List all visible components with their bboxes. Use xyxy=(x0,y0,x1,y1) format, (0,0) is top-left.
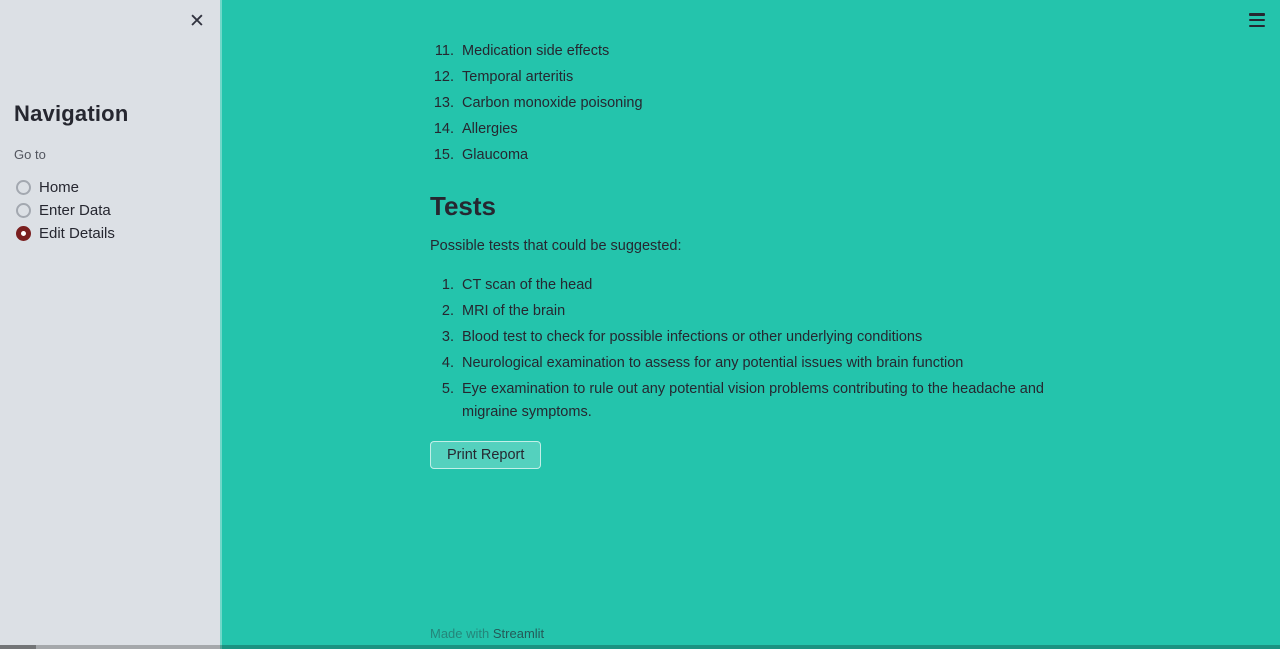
list-item: 12. Temporal arteritis xyxy=(458,66,1072,89)
made-with-text: Made with xyxy=(430,626,493,641)
radio-unselected-icon[interactable] xyxy=(16,203,31,218)
sidebar-radio-edit-details[interactable] xyxy=(16,223,206,243)
streamlit-link[interactable]: Streamlit xyxy=(492,626,545,641)
navigation-radio-group xyxy=(16,177,206,243)
horizontal-scrollbar-thumb[interactable] xyxy=(0,645,36,649)
tests-intro-text: Possible tests that could be suggested: xyxy=(430,238,682,254)
main-content xyxy=(220,0,1280,649)
tests-heading: Tests xyxy=(430,191,496,221)
list-item: 11. Medication side effects xyxy=(458,40,1072,63)
list-item: 14. Allergies xyxy=(458,118,1072,141)
sidebar-radio-home[interactable] xyxy=(16,177,206,197)
list-item: 3. Blood test to check for possible infections or other underlying conditions xyxy=(458,326,1072,349)
list-item: 5. Eye examination to rule out any potential vision problems contributing to the headache and migraine symptoms. xyxy=(458,378,1072,424)
list-item: 4. Neurological examination to assess for any potential issues with brain function xyxy=(458,352,1072,375)
footer xyxy=(430,626,544,641)
sidebar-title: Navigation xyxy=(14,101,129,126)
radio-selected-icon[interactable] xyxy=(16,226,31,241)
radio-option-label: Home xyxy=(39,178,80,196)
sidebar xyxy=(0,0,220,649)
list-item: 13. Carbon monoxide poisoning xyxy=(458,92,1072,115)
radio-unselected-icon[interactable] xyxy=(16,180,31,195)
radio-group-label: Go to xyxy=(14,147,46,162)
list-item: 2. MRI of the brain xyxy=(458,300,1072,323)
radio-option-label: Enter Data xyxy=(39,201,111,219)
radio-option-label: Edit Details xyxy=(39,224,115,242)
report-content xyxy=(430,0,1098,469)
hamburger-menu-icon[interactable] xyxy=(1249,13,1267,27)
list-item: 15. Glaucoma xyxy=(458,144,1072,167)
conditions-list xyxy=(430,40,1098,167)
sidebar-radio-enter-data[interactable] xyxy=(16,200,206,220)
close-sidebar-icon[interactable]: ✕ xyxy=(184,8,210,34)
tests-list xyxy=(430,274,1098,424)
list-item: 1. CT scan of the head xyxy=(458,274,1072,297)
print-report-button[interactable]: Print Report xyxy=(430,441,541,469)
horizontal-scrollbar[interactable] xyxy=(0,645,1280,649)
